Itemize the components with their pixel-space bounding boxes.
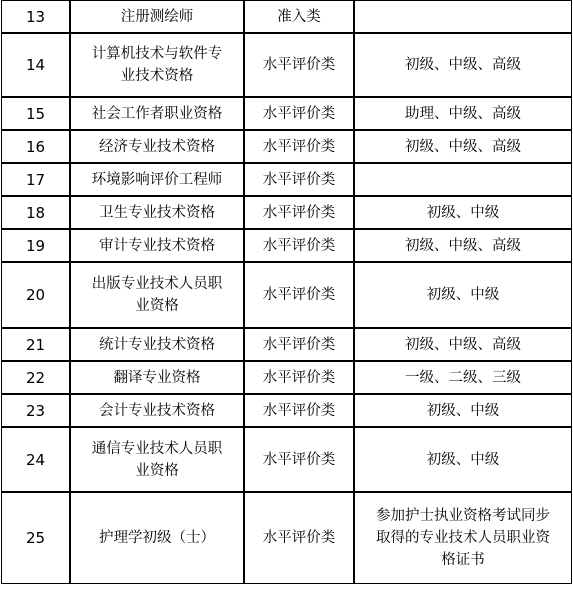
- table-row: [1, 328, 572, 361]
- level-cell: 初级、中级: [354, 196, 572, 229]
- category-cell: 水平评价类: [244, 130, 354, 163]
- row-number: 19: [1, 229, 70, 262]
- row-number: 23: [1, 394, 70, 427]
- table-row: [1, 33, 572, 97]
- qualification-name: 社会工作者职业资格: [70, 97, 244, 130]
- category-cell: 水平评价类: [244, 196, 354, 229]
- row-number: 22: [1, 361, 70, 394]
- table-row: [1, 97, 572, 130]
- row-number: 24: [1, 427, 70, 492]
- level-cell: 助理、中级、高级: [354, 97, 572, 130]
- level-cell: 初级、中级、高级: [354, 33, 572, 97]
- level-cell: 初级、中级: [354, 394, 572, 427]
- row-number: 17: [1, 163, 70, 196]
- level-cell: 参加护士执业资格考试同步 取得的专业技术人员职业资 格证书: [354, 492, 572, 584]
- row-number: 21: [1, 328, 70, 361]
- qualification-name: 护理学初级（士）: [70, 492, 244, 584]
- table-row: [1, 196, 572, 229]
- qualification-name: 翻译专业资格: [70, 361, 244, 394]
- qualification-name: 计算机技术与软件专 业技术资格: [70, 33, 244, 97]
- qualification-name: 卫生专业技术资格: [70, 196, 244, 229]
- category-cell: 水平评价类: [244, 394, 354, 427]
- level-cell: [354, 0, 572, 33]
- qualification-name: 环境影响评价工程师: [70, 163, 244, 196]
- qualification-name: 审计专业技术资格: [70, 229, 244, 262]
- qualification-name: 会计专业技术资格: [70, 394, 244, 427]
- category-cell: 水平评价类: [244, 361, 354, 394]
- table-row: [1, 130, 572, 163]
- qualification-name: 注册测绘师: [70, 0, 244, 33]
- level-cell: 初级、中级: [354, 427, 572, 492]
- table-row: [1, 492, 572, 584]
- category-cell: 水平评价类: [244, 229, 354, 262]
- level-cell: [354, 163, 572, 196]
- qualification-name: 经济专业技术资格: [70, 130, 244, 163]
- category-cell: 水平评价类: [244, 262, 354, 328]
- category-cell: 水平评价类: [244, 97, 354, 130]
- level-cell: 初级、中级、高级: [354, 229, 572, 262]
- category-cell: 准入类: [244, 0, 354, 33]
- qualification-table: [1, 0, 572, 584]
- table-row: [1, 427, 572, 492]
- level-cell: 初级、中级、高级: [354, 328, 572, 361]
- category-cell: 水平评价类: [244, 163, 354, 196]
- row-number: 25: [1, 492, 70, 584]
- qualification-name: 统计专业技术资格: [70, 328, 244, 361]
- table-row: [1, 229, 572, 262]
- row-number: 14: [1, 33, 70, 97]
- qualification-name: 出版专业技术人员职 业资格: [70, 262, 244, 328]
- level-cell: 初级、中级: [354, 262, 572, 328]
- row-number: 18: [1, 196, 70, 229]
- table-row: [1, 0, 572, 33]
- category-cell: 水平评价类: [244, 328, 354, 361]
- level-cell: 一级、二级、三级: [354, 361, 572, 394]
- table-row: [1, 361, 572, 394]
- category-cell: 水平评价类: [244, 33, 354, 97]
- row-number: 13: [1, 0, 70, 33]
- row-number: 20: [1, 262, 70, 328]
- category-cell: 水平评价类: [244, 427, 354, 492]
- category-cell: 水平评价类: [244, 492, 354, 584]
- table-row: [1, 163, 572, 196]
- level-cell: 初级、中级、高级: [354, 130, 572, 163]
- table-row: [1, 394, 572, 427]
- qualification-name: 通信专业技术人员职 业资格: [70, 427, 244, 492]
- row-number: 16: [1, 130, 70, 163]
- row-number: 15: [1, 97, 70, 130]
- table-row: [1, 262, 572, 328]
